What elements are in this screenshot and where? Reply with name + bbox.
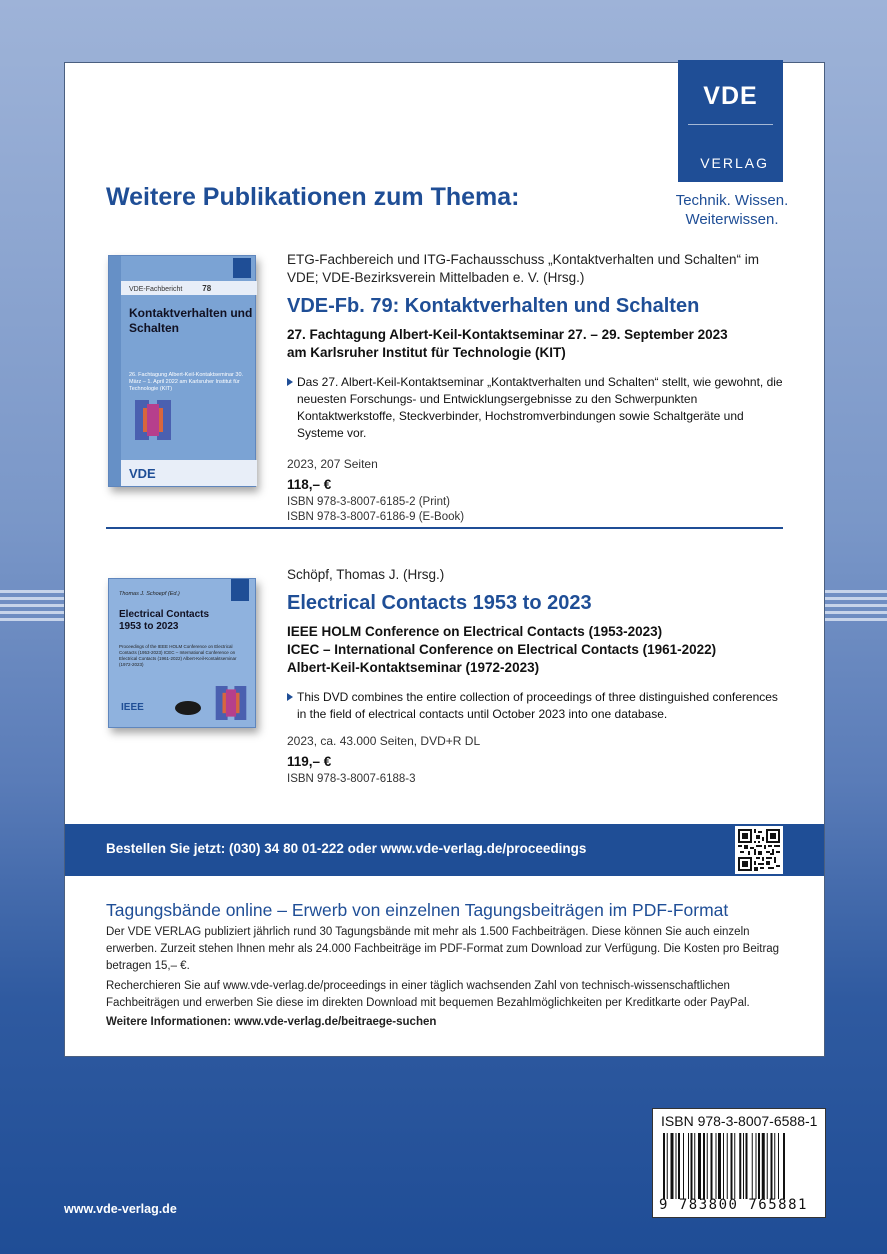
publication-isbn: ISBN 978-3-8007-6188-3 <box>287 773 416 785</box>
slogan: Technik. Wissen. Weiterwissen. <box>675 192 789 228</box>
vde-tab <box>231 579 249 601</box>
publication-entry-2 <box>287 566 787 787</box>
online-paragraph-1: Der VDE VERLAG publiziert jährlich rund 30 Tagungsbände mit mehr als 1.500 Fachbeiträgen. Diese können Sie auch einzeln erwerben. Zurzeit stehen Ihnen mehr als 24.000 Fachbeiträge im PDF-Format zum Download zur Verfügung. Die Kosten pro Beitrag betragen 15,– €. <box>106 926 780 972</box>
cpmt-logo-icon <box>175 701 201 715</box>
barcode-icon <box>661 1133 819 1199</box>
publication-meta: 2023, ca. 43.000 Seiten, DVD+R DL <box>287 734 481 748</box>
cover-publisher: VDE <box>129 466 156 481</box>
online-heading: Tagungsbände online – Erwerb von einzelnen Tagungsbeiträgen im PDF-Format <box>106 900 729 920</box>
contact-motif-icon <box>135 400 171 440</box>
publication-subtitle: 27. Fachtagung Albert-Keil-Kontaktseminar 27. – 29. September 2023 am Karlsruher Institut für Technologie (KIT) <box>287 327 728 360</box>
qr-code-icon[interactable] <box>735 826 783 874</box>
cover-small-text: Proceedings of the IEEE HOLM Conference on Electrical Contacts (1953-2023) ICEC – International Conference on Electrical Contacts (1961-2022) Albert-Keil-Kontaktseminar (1972-2023) <box>119 644 237 667</box>
contact-motif-icon <box>216 686 247 720</box>
cover-subtitle: 26. Fachtagung Albert-Keil-Kontaktseminar 30. März – 1. April 2022 am Karlsruher Institut für Technologie (KIT) <box>129 372 244 392</box>
vde-verlag-logo: VDE VERLAG <box>678 60 783 182</box>
publication-isbn: ISBN 978-3-8007-6185-2 (Print) ISBN 978-3-8007-6186-9 (E-Book) <box>287 496 465 523</box>
more-info-link[interactable]: Weitere Informationen: www.vde-verlag.de/beitraege-suchen <box>106 1016 437 1028</box>
publication-subtitle: IEEE HOLM Conference on Electrical Contacts (1953-2023) ICEC – International Conference on Electrical Contacts (1961-2022) Albert-Keil-Kontaktseminar (1972-2023) <box>287 624 717 675</box>
publication-entry-1 <box>287 251 787 525</box>
publication-description: Das 27. Albert-Keil-Kontaktseminar „Kontaktverhalten und Schalten“ stellt, wie gewohnt, die neuesten Forschungs- und Entwicklungsergebnisse zu den Schwerpunkten Kontaktwerkstoffe, Steckverbinder, Hochstromverbindungen sowie Schaltgeräte und Systeme vor. <box>287 374 787 442</box>
publication-title[interactable]: Electrical Contacts 1953 to 2023 <box>287 592 592 614</box>
section-heading: Weitere Publikationen zum Thema: <box>106 183 520 211</box>
publication-meta: 2023, 207 Seiten <box>287 457 378 471</box>
cover-series: VDE-Fachbericht 78 <box>121 281 257 295</box>
triangle-bullet-icon <box>287 378 293 386</box>
editor: Schöpf, Thomas J. (Hrsg.) <box>287 567 445 582</box>
vde-tab <box>233 258 251 278</box>
triangle-bullet-icon <box>287 693 293 701</box>
ieee-logo: IEEE <box>121 702 144 713</box>
footer-url[interactable]: www.vde-verlag.de <box>64 1202 177 1216</box>
order-band <box>65 824 824 876</box>
isbn-barcode: ISBN 978-3-8007-6588-1 9 783800 765881 <box>652 1108 826 1218</box>
cover-title: Electrical Contacts 1953 to 2023 <box>119 609 210 632</box>
dvd-cover-electrical-contacts: Thomas J. Schoepf (Ed.) Electrical Contacts 1953 to 2023 Proceedings of the IEEE HOLM Conference on Electrical Contacts (1953-2023) ICEC – International Conference on Electrical Contacts (1961-2022) Albert-Keil-Kontaktseminar (1972-2023) IEEE <box>108 578 256 728</box>
editor: ETG-Fachbereich und ITG-Fachausschuss „Kontaktverhalten und Schalten“ im VDE; VDE-Bezirksverein Mittelbaden e. V. (Hrsg.) <box>287 252 759 285</box>
publication-description: This DVD combines the entire collection of proceedings of three distinguished conferences in the field of electrical contacts until October 2023 into one database. <box>287 689 787 723</box>
publication-title[interactable]: VDE-Fb. 79: Kontaktverhalten und Schalten <box>287 295 700 317</box>
divider <box>106 527 783 529</box>
publication-price: 119,– € <box>287 754 332 769</box>
publication-price: 118,– € <box>287 477 332 492</box>
book-cover-kontaktverhalten <box>108 255 256 487</box>
cover-title: Kontaktverhalten und Schalten <box>129 306 253 335</box>
order-text[interactable]: Bestellen Sie jetzt: (030) 34 80 01-222 oder www.vde-verlag.de/proceedings <box>106 841 587 856</box>
online-paragraph-2: Recherchieren Sie auf www.vde-verlag.de/proceedings in einer täglich wachsenden Zahl von technisch-wissenschaftlichen Fachbeiträgen und erwerben Sie diese im direkten Download mit bequemen Bezahlmöglichkeiten per Kreditkarte oder PayPal. <box>106 980 750 1009</box>
